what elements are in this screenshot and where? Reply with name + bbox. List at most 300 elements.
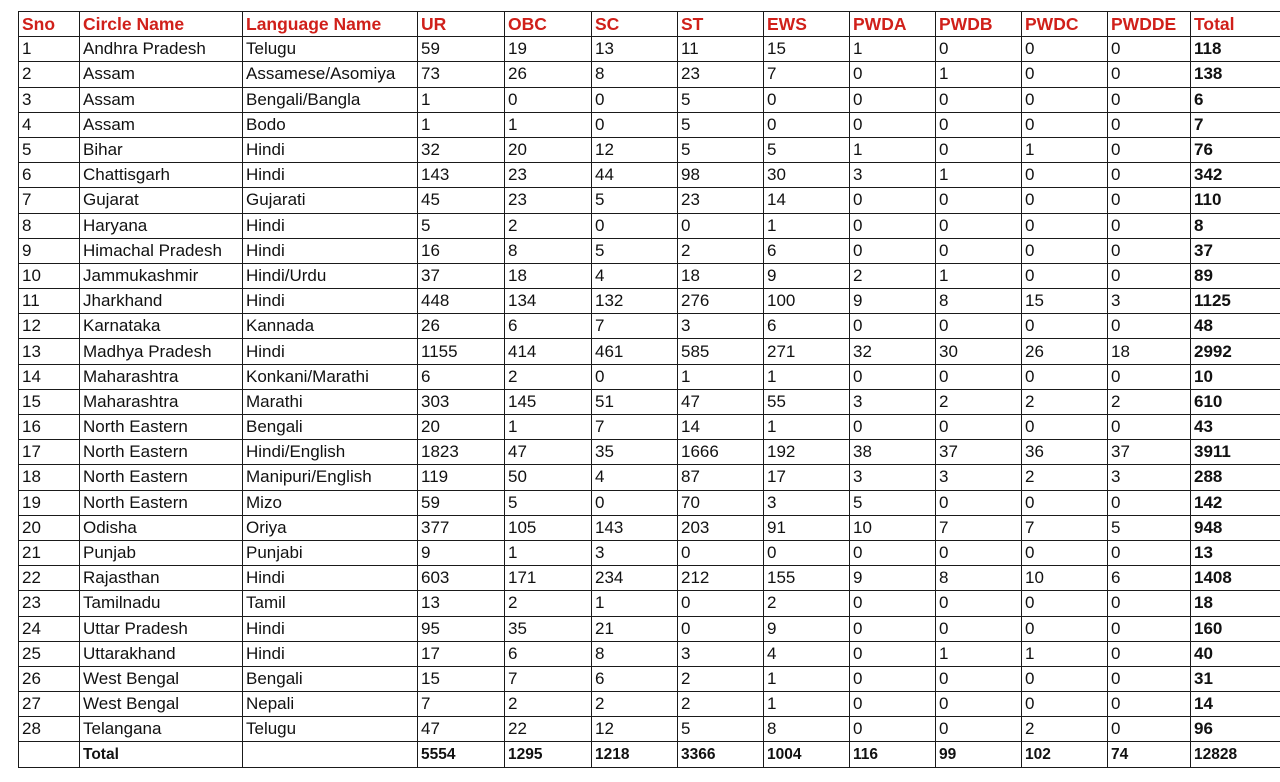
cell-pwdb: 3: [936, 465, 1022, 490]
cell-obc: 7: [505, 666, 592, 691]
cell-st: 1: [678, 364, 764, 389]
cell-language-name: Oriya: [243, 515, 418, 540]
header-ur: UR: [418, 12, 505, 37]
cell-pwda: 9: [850, 289, 936, 314]
cell-language-name: Telugu: [243, 37, 418, 62]
totals-cell-sc: 1218: [592, 742, 678, 767]
cell-total: 18: [1191, 591, 1280, 616]
cell-language-name: Hindi: [243, 339, 418, 364]
cell-sc: 6: [592, 666, 678, 691]
cell-pwdc: 0: [1022, 314, 1108, 339]
cell-language-name: Manipuri/English: [243, 465, 418, 490]
cell-sc: 4: [592, 465, 678, 490]
cell-language-name: Hindi: [243, 213, 418, 238]
cell-pwdde: 3: [1108, 465, 1191, 490]
cell-language-name: Hindi: [243, 137, 418, 162]
cell-sno: 25: [19, 641, 80, 666]
cell-ur: 16: [418, 238, 505, 263]
cell-pwdde: 3: [1108, 289, 1191, 314]
cell-sno: 7: [19, 188, 80, 213]
cell-ews: 0: [764, 540, 850, 565]
table-row: [19, 616, 1280, 641]
cell-circle-name: Maharashtra: [80, 364, 243, 389]
cell-st: 1666: [678, 440, 764, 465]
cell-circle-name: Rajasthan: [80, 566, 243, 591]
cell-total: 1125: [1191, 289, 1280, 314]
totals-cell-st: 3366: [678, 742, 764, 767]
cell-circle-name: West Bengal: [80, 666, 243, 691]
header-total: Total: [1191, 12, 1280, 37]
cell-pwdde: 0: [1108, 616, 1191, 641]
vacancy-table: [18, 11, 1280, 768]
cell-sc: 7: [592, 415, 678, 440]
cell-pwdb: 8: [936, 566, 1022, 591]
cell-sc: 35: [592, 440, 678, 465]
cell-st: 2: [678, 692, 764, 717]
cell-pwda: 0: [850, 238, 936, 263]
cell-pwdc: 0: [1022, 87, 1108, 112]
totals-label: Total: [80, 742, 243, 767]
cell-language-name: Hindi: [243, 289, 418, 314]
cell-obc: 47: [505, 440, 592, 465]
cell-language-name: Hindi: [243, 616, 418, 641]
totals-cell-obc: 1295: [505, 742, 592, 767]
cell-pwdde: 0: [1108, 692, 1191, 717]
cell-ews: 55: [764, 389, 850, 414]
cell-pwdb: 0: [936, 112, 1022, 137]
cell-pwdc: 0: [1022, 238, 1108, 263]
cell-obc: 134: [505, 289, 592, 314]
cell-total: 1408: [1191, 566, 1280, 591]
cell-language-name: Mizo: [243, 490, 418, 515]
cell-sno: 14: [19, 364, 80, 389]
table-row: [19, 112, 1280, 137]
table-row: [19, 163, 1280, 188]
cell-obc: 5: [505, 490, 592, 515]
cell-circle-name: Karnataka: [80, 314, 243, 339]
cell-pwdde: 0: [1108, 163, 1191, 188]
cell-obc: 2: [505, 692, 592, 717]
cell-obc: 1: [505, 112, 592, 137]
cell-obc: 105: [505, 515, 592, 540]
cell-pwdde: 0: [1108, 263, 1191, 288]
cell-sno: 13: [19, 339, 80, 364]
cell-obc: 6: [505, 641, 592, 666]
cell-pwdc: 0: [1022, 112, 1108, 137]
cell-total: 13: [1191, 540, 1280, 565]
cell-obc: 8: [505, 238, 592, 263]
cell-pwdc: 2: [1022, 717, 1108, 742]
cell-pwdde: 2: [1108, 389, 1191, 414]
cell-ews: 192: [764, 440, 850, 465]
cell-pwdb: 0: [936, 137, 1022, 162]
table-row: [19, 238, 1280, 263]
cell-sno: 4: [19, 112, 80, 137]
cell-sc: 3: [592, 540, 678, 565]
cell-pwdde: 0: [1108, 213, 1191, 238]
cell-ews: 91: [764, 515, 850, 540]
cell-ews: 30: [764, 163, 850, 188]
cell-language-name: Nepali: [243, 692, 418, 717]
table-row: [19, 465, 1280, 490]
cell-ur: 13: [418, 591, 505, 616]
cell-language-name: Bodo: [243, 112, 418, 137]
cell-sc: 0: [592, 87, 678, 112]
cell-pwdc: 0: [1022, 616, 1108, 641]
cell-pwdde: 0: [1108, 238, 1191, 263]
cell-ews: 2: [764, 591, 850, 616]
cell-sno: 9: [19, 238, 80, 263]
cell-sc: 4: [592, 263, 678, 288]
vacancy-table-container: [18, 11, 1280, 768]
cell-ews: 1: [764, 666, 850, 691]
table-row: [19, 717, 1280, 742]
cell-pwdde: 0: [1108, 364, 1191, 389]
cell-circle-name: Madhya Pradesh: [80, 339, 243, 364]
cell-ur: 6: [418, 364, 505, 389]
cell-pwdde: 37: [1108, 440, 1191, 465]
cell-ur: 143: [418, 163, 505, 188]
cell-pwda: 1: [850, 137, 936, 162]
cell-language-name: Gujarati: [243, 188, 418, 213]
cell-pwdc: 0: [1022, 163, 1108, 188]
cell-sno: 2: [19, 62, 80, 87]
cell-total: 14: [1191, 692, 1280, 717]
cell-pwdc: 1: [1022, 137, 1108, 162]
cell-sc: 8: [592, 62, 678, 87]
totals-cell-sno: [19, 742, 80, 767]
cell-obc: 22: [505, 717, 592, 742]
cell-pwdde: 0: [1108, 490, 1191, 515]
cell-sc: 8: [592, 641, 678, 666]
cell-obc: 19: [505, 37, 592, 62]
cell-ews: 1: [764, 692, 850, 717]
cell-ur: 20: [418, 415, 505, 440]
cell-pwdc: 2: [1022, 465, 1108, 490]
cell-ews: 9: [764, 263, 850, 288]
cell-st: 0: [678, 540, 764, 565]
cell-pwda: 0: [850, 364, 936, 389]
cell-sc: 143: [592, 515, 678, 540]
cell-ews: 0: [764, 87, 850, 112]
cell-circle-name: Odisha: [80, 515, 243, 540]
cell-obc: 0: [505, 87, 592, 112]
cell-ews: 100: [764, 289, 850, 314]
cell-ur: 15: [418, 666, 505, 691]
cell-st: 23: [678, 62, 764, 87]
cell-ur: 95: [418, 616, 505, 641]
cell-ur: 1: [418, 87, 505, 112]
totals-cell-ews: 1004: [764, 742, 850, 767]
table-row: [19, 137, 1280, 162]
cell-pwda: 1: [850, 37, 936, 62]
table-row: [19, 389, 1280, 414]
table-row: [19, 87, 1280, 112]
cell-obc: 145: [505, 389, 592, 414]
cell-pwda: 0: [850, 591, 936, 616]
cell-pwdb: 1: [936, 641, 1022, 666]
cell-total: 2992: [1191, 339, 1280, 364]
cell-obc: 35: [505, 616, 592, 641]
cell-obc: 50: [505, 465, 592, 490]
cell-ur: 59: [418, 490, 505, 515]
cell-sc: 5: [592, 188, 678, 213]
cell-pwda: 0: [850, 692, 936, 717]
cell-ews: 7: [764, 62, 850, 87]
cell-pwdc: 0: [1022, 415, 1108, 440]
totals-row: [19, 742, 1280, 767]
cell-pwda: 0: [850, 666, 936, 691]
cell-pwdde: 0: [1108, 112, 1191, 137]
cell-sc: 13: [592, 37, 678, 62]
cell-ews: 9: [764, 616, 850, 641]
cell-st: 11: [678, 37, 764, 62]
cell-total: 8: [1191, 213, 1280, 238]
cell-sno: 16: [19, 415, 80, 440]
cell-pwdb: 2: [936, 389, 1022, 414]
header-pwdc: PWDC: [1022, 12, 1108, 37]
cell-st: 14: [678, 415, 764, 440]
cell-st: 2: [678, 238, 764, 263]
cell-obc: 1: [505, 540, 592, 565]
cell-pwdb: 0: [936, 87, 1022, 112]
header-row: [19, 12, 1280, 37]
cell-st: 276: [678, 289, 764, 314]
cell-sno: 21: [19, 540, 80, 565]
cell-sno: 19: [19, 490, 80, 515]
cell-ur: 5: [418, 213, 505, 238]
cell-pwdb: 0: [936, 490, 1022, 515]
cell-ews: 17: [764, 465, 850, 490]
cell-st: 0: [678, 213, 764, 238]
cell-sno: 1: [19, 37, 80, 62]
cell-pwdc: 7: [1022, 515, 1108, 540]
cell-pwdde: 0: [1108, 641, 1191, 666]
cell-st: 5: [678, 717, 764, 742]
cell-pwdb: 7: [936, 515, 1022, 540]
cell-obc: 26: [505, 62, 592, 87]
cell-language-name: Marathi: [243, 389, 418, 414]
cell-pwdb: 30: [936, 339, 1022, 364]
cell-pwdb: 0: [936, 188, 1022, 213]
cell-sc: 2: [592, 692, 678, 717]
cell-st: 585: [678, 339, 764, 364]
cell-sc: 1: [592, 591, 678, 616]
cell-language-name: Hindi: [243, 238, 418, 263]
cell-total: 142: [1191, 490, 1280, 515]
cell-circle-name: Jharkhand: [80, 289, 243, 314]
cell-pwda: 3: [850, 465, 936, 490]
table-row: [19, 213, 1280, 238]
cell-ur: 32: [418, 137, 505, 162]
cell-pwda: 3: [850, 163, 936, 188]
cell-sno: 6: [19, 163, 80, 188]
cell-circle-name: West Bengal: [80, 692, 243, 717]
cell-sc: 0: [592, 364, 678, 389]
table-row: [19, 515, 1280, 540]
totals-cell-language: [243, 742, 418, 767]
cell-st: 23: [678, 188, 764, 213]
cell-circle-name: Uttar Pradesh: [80, 616, 243, 641]
cell-sno: 8: [19, 213, 80, 238]
cell-sc: 0: [592, 112, 678, 137]
cell-pwdc: 0: [1022, 188, 1108, 213]
table-row: [19, 641, 1280, 666]
cell-sno: 15: [19, 389, 80, 414]
cell-pwdb: 0: [936, 717, 1022, 742]
cell-pwdc: 0: [1022, 263, 1108, 288]
cell-sno: 10: [19, 263, 80, 288]
cell-obc: 23: [505, 163, 592, 188]
cell-pwdc: 0: [1022, 540, 1108, 565]
totals-cell-pwdc: 102: [1022, 742, 1108, 767]
cell-ur: 303: [418, 389, 505, 414]
cell-sno: 22: [19, 566, 80, 591]
cell-language-name: Konkani/Marathi: [243, 364, 418, 389]
cell-st: 2: [678, 666, 764, 691]
cell-st: 5: [678, 137, 764, 162]
cell-circle-name: Assam: [80, 112, 243, 137]
cell-language-name: Assamese/Asomiya: [243, 62, 418, 87]
cell-total: 37: [1191, 238, 1280, 263]
cell-pwda: 2: [850, 263, 936, 288]
cell-language-name: Punjabi: [243, 540, 418, 565]
cell-sno: 28: [19, 717, 80, 742]
cell-language-name: Hindi/Urdu: [243, 263, 418, 288]
cell-ur: 26: [418, 314, 505, 339]
cell-ur: 448: [418, 289, 505, 314]
cell-total: 7: [1191, 112, 1280, 137]
cell-pwda: 38: [850, 440, 936, 465]
cell-sno: 20: [19, 515, 80, 540]
cell-pwda: 0: [850, 87, 936, 112]
header-st: ST: [678, 12, 764, 37]
cell-ews: 1: [764, 364, 850, 389]
cell-total: 48: [1191, 314, 1280, 339]
cell-obc: 171: [505, 566, 592, 591]
cell-pwdb: 0: [936, 415, 1022, 440]
table-row: [19, 62, 1280, 87]
cell-ur: 1: [418, 112, 505, 137]
cell-ews: 1: [764, 415, 850, 440]
cell-ews: 4: [764, 641, 850, 666]
cell-sc: 0: [592, 213, 678, 238]
cell-ur: 73: [418, 62, 505, 87]
header-sc: SC: [592, 12, 678, 37]
cell-ur: 1823: [418, 440, 505, 465]
cell-circle-name: Gujarat: [80, 188, 243, 213]
cell-sc: 12: [592, 137, 678, 162]
cell-pwdde: 18: [1108, 339, 1191, 364]
cell-ews: 6: [764, 238, 850, 263]
table-row: [19, 263, 1280, 288]
cell-st: 87: [678, 465, 764, 490]
header-language-name: Language Name: [243, 12, 418, 37]
cell-language-name: Bengali/Bangla: [243, 87, 418, 112]
cell-sc: 21: [592, 616, 678, 641]
header-pwdde: PWDDE: [1108, 12, 1191, 37]
cell-st: 18: [678, 263, 764, 288]
cell-circle-name: North Eastern: [80, 465, 243, 490]
cell-language-name: Tamil: [243, 591, 418, 616]
cell-language-name: Hindi/English: [243, 440, 418, 465]
cell-st: 3: [678, 641, 764, 666]
cell-pwdb: 1: [936, 62, 1022, 87]
cell-language-name: Bengali: [243, 415, 418, 440]
cell-sno: 5: [19, 137, 80, 162]
cell-total: 3911: [1191, 440, 1280, 465]
cell-total: 610: [1191, 389, 1280, 414]
cell-ur: 47: [418, 717, 505, 742]
cell-pwdc: 2: [1022, 389, 1108, 414]
cell-pwdb: 37: [936, 440, 1022, 465]
cell-circle-name: Uttarakhand: [80, 641, 243, 666]
cell-ur: 59: [418, 37, 505, 62]
cell-pwdde: 0: [1108, 188, 1191, 213]
cell-total: 96: [1191, 717, 1280, 742]
cell-obc: 20: [505, 137, 592, 162]
cell-pwdde: 0: [1108, 415, 1191, 440]
header-pwdb: PWDB: [936, 12, 1022, 37]
cell-pwdb: 0: [936, 364, 1022, 389]
cell-pwdde: 5: [1108, 515, 1191, 540]
cell-language-name: Hindi: [243, 641, 418, 666]
cell-st: 70: [678, 490, 764, 515]
cell-pwdde: 0: [1108, 137, 1191, 162]
cell-ews: 271: [764, 339, 850, 364]
cell-pwdb: 0: [936, 666, 1022, 691]
cell-sc: 7: [592, 314, 678, 339]
cell-pwdde: 0: [1108, 314, 1191, 339]
cell-obc: 2: [505, 364, 592, 389]
table-row: [19, 591, 1280, 616]
cell-ews: 14: [764, 188, 850, 213]
cell-pwdc: 10: [1022, 566, 1108, 591]
cell-pwdde: 0: [1108, 717, 1191, 742]
cell-circle-name: Maharashtra: [80, 389, 243, 414]
cell-pwdc: 0: [1022, 666, 1108, 691]
totals-cell-grand-total: 12828: [1191, 742, 1280, 767]
cell-pwdc: 0: [1022, 490, 1108, 515]
cell-ews: 6: [764, 314, 850, 339]
cell-ur: 7: [418, 692, 505, 717]
cell-ews: 5: [764, 137, 850, 162]
cell-language-name: Hindi: [243, 163, 418, 188]
cell-obc: 414: [505, 339, 592, 364]
cell-total: 89: [1191, 263, 1280, 288]
table-row: [19, 490, 1280, 515]
cell-pwdc: 15: [1022, 289, 1108, 314]
cell-language-name: Hindi: [243, 566, 418, 591]
cell-pwdc: 0: [1022, 213, 1108, 238]
cell-ews: 1: [764, 213, 850, 238]
table-row: [19, 440, 1280, 465]
cell-language-name: Kannada: [243, 314, 418, 339]
cell-sno: 17: [19, 440, 80, 465]
cell-ews: 15: [764, 37, 850, 62]
cell-pwdc: 36: [1022, 440, 1108, 465]
totals-cell-pwdde: 74: [1108, 742, 1191, 767]
cell-circle-name: Chattisgarh: [80, 163, 243, 188]
cell-pwdc: 0: [1022, 591, 1108, 616]
cell-language-name: Bengali: [243, 666, 418, 691]
cell-total: 10: [1191, 364, 1280, 389]
header-circle-name: Circle Name: [80, 12, 243, 37]
cell-pwdb: 0: [936, 591, 1022, 616]
cell-ur: 377: [418, 515, 505, 540]
table-row: [19, 314, 1280, 339]
cell-st: 0: [678, 591, 764, 616]
